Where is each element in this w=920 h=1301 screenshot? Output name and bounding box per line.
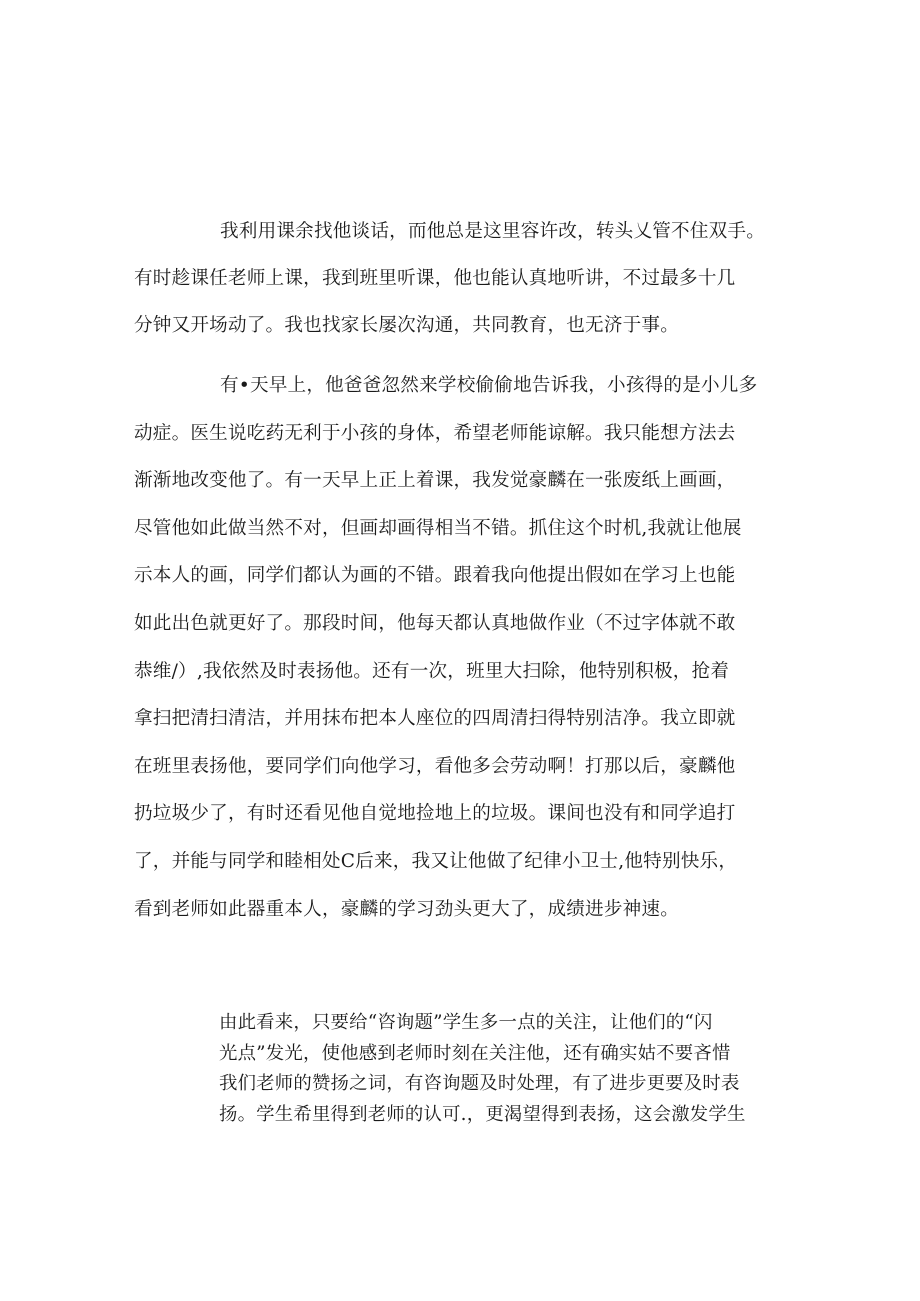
text-line: 动症。医生说吃药无利于小孩的身体，希望老师能谅解。我只能想方法去 (134, 422, 736, 444)
text-line: 有•天早上，他爸爸忽然来学校偷偷地告诉我，小孩得的是小儿多 (220, 375, 758, 396)
text-line: 了，并能与同学和睦相处C后来，我又让他做了纪律小卫士,他特别快乐， (134, 850, 738, 872)
paragraph-1 (134, 208, 765, 349)
text-line: 看到老师如此器重本人，豪麟的学习劲头更大了，成绩进步神速。 (134, 898, 680, 920)
text-line: 我利用课余找他谈话，而他总是这里容许改，转头乂管不住双手。 (220, 221, 766, 242)
text-line: 由此看来，只要给“咨询题”学生多一点的关注，让他们的“闪 (219, 1012, 713, 1033)
paragraph-3 (219, 1008, 746, 1130)
text-line: 恭维/）,我依然及时表扬他。还有一次，班里大扫除，他特别积极，抢着 (134, 660, 730, 682)
text-line: 示本人的画，同学们都认为画的不错。跟着我向他提出假如在学习上也能 (134, 565, 736, 587)
text-line: 光点”发光，使他感到老师时刻在关注他，还有确实姑不要吝惜 (219, 1042, 731, 1064)
text-line: 在班里表扬他，要同学们向他学习，看他多会劳动啊！打那以后，豪麟他 (134, 755, 736, 777)
text-line: 如此出色就更好了。那段时间，他每天都认真地做作业（不过字体就不敢 (134, 612, 736, 634)
text-line: 我们老师的赞扬之词，有咨询题及时处理，有了进步更要及时表 (219, 1073, 740, 1094)
paragraph-2 (134, 362, 757, 933)
text-line: 拿扫把清扫清洁，并用抹布把本人座位的四周清扫得特别洁净。我立即就 (134, 708, 736, 730)
text-line: 扬。学生希里得到老师的认可.，更渴望得到表扬，这会激发学生 (219, 1103, 746, 1125)
text-line: 有时趁课任老师上课，我到班里听课，他也能认真地听讲，不过最多十几 (134, 268, 736, 289)
text-line: 尽管他如此做当然不对，但画却画得相当不错。抓住这个时机,我就让他展 (134, 517, 742, 539)
text-line: 分钟又开场动了。我也找家长屡次沟通，共同教育，也无济于事。 (134, 315, 680, 336)
text-line: 渐渐地改变他了。有一天早上正上着课，我发觉豪麟在一张废纸上画画， (134, 470, 736, 492)
text-line: 扔垃圾少了，有时还看见他自觉地捡地上的垃圾。课间也没有和同学追打 (134, 803, 736, 825)
